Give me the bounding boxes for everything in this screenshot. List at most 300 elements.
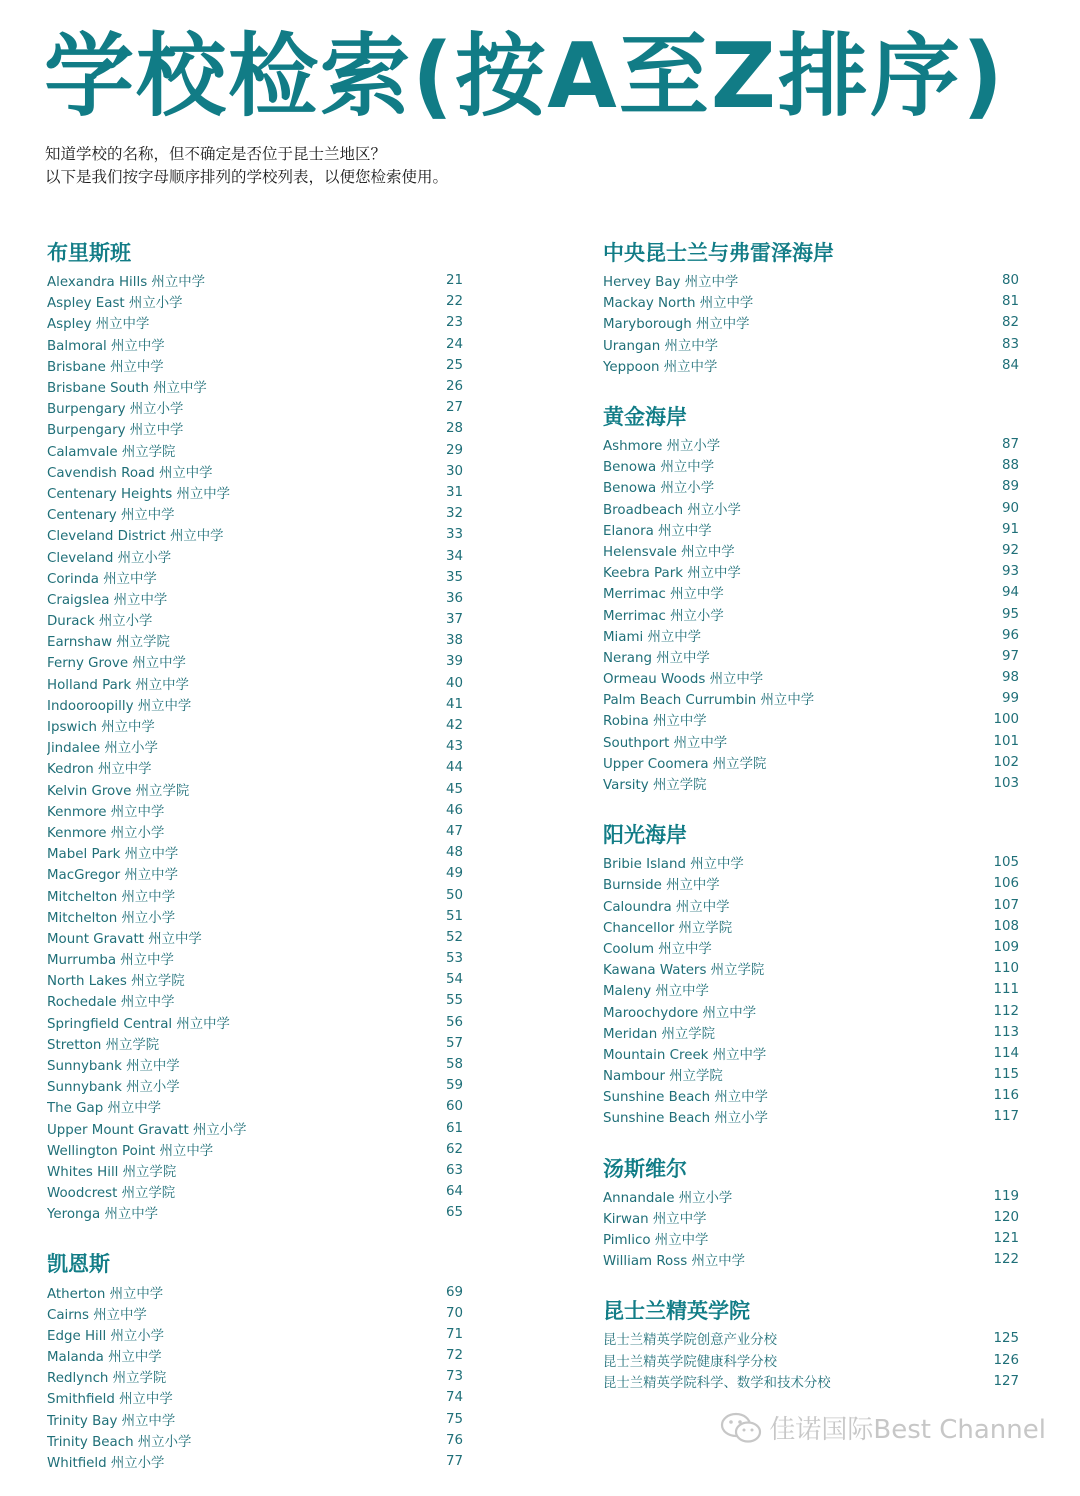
page-number: 63 [445, 1162, 463, 1178]
page-number: 115 [993, 1067, 1019, 1083]
school-name: Maryborough 州立中学 [603, 317, 750, 333]
school-name: Benowa 州立中学 [603, 460, 715, 476]
page-number: 70 [445, 1305, 463, 1321]
page-number: 120 [993, 1209, 1019, 1225]
school-row [47, 1387, 465, 1408]
section-title: 汤斯维尔 [603, 1156, 687, 1181]
school-row [47, 440, 465, 461]
school-row [603, 1022, 1021, 1043]
school-section [47, 236, 465, 1223]
page-number: 31 [445, 484, 463, 500]
page-number: 33 [445, 527, 463, 543]
school-name: Aspley East 州立小学 [47, 296, 183, 312]
school-row [47, 609, 465, 630]
school-row [47, 821, 465, 842]
school-name: North Lakes 州立学院 [47, 974, 185, 990]
page-number: 98 [1001, 670, 1019, 686]
school-name: Durack 州立小学 [47, 614, 153, 630]
page-number: 117 [993, 1109, 1019, 1125]
school-name: Kenmore 州立中学 [47, 804, 165, 820]
page-number: 64 [445, 1184, 463, 1200]
page-number: 94 [1001, 585, 1019, 601]
page-number: 82 [1001, 315, 1019, 331]
school-row [603, 1064, 1021, 1085]
page-number: 88 [1001, 458, 1019, 474]
school-row [47, 1181, 465, 1202]
school-name: Annandale 州立小学 [603, 1190, 733, 1206]
page-number: 30 [445, 463, 463, 479]
school-section [603, 400, 1021, 794]
school-section [47, 1247, 465, 1472]
page-number: 28 [445, 421, 463, 437]
school-section [603, 236, 1021, 376]
page-number: 29 [445, 442, 463, 458]
page-number: 23 [445, 315, 463, 331]
school-name: Nerang 州立中学 [603, 650, 710, 666]
school-name: Coolum 州立中学 [603, 941, 712, 957]
page-number: 74 [445, 1390, 463, 1406]
school-name: Hervey Bay 州立中学 [603, 275, 739, 291]
page-number: 75 [445, 1411, 463, 1427]
school-row [47, 355, 465, 376]
page-number: 101 [993, 733, 1019, 749]
school-row [47, 482, 465, 503]
school-row [603, 667, 1021, 688]
page-number: 26 [445, 379, 463, 395]
school-row [603, 625, 1021, 646]
school-row [47, 1118, 465, 1139]
page-number: 21 [445, 273, 463, 289]
school-row [47, 800, 465, 821]
school-name: Kelvin Grove 州立学院 [47, 783, 190, 799]
school-name: Indooroopilly 州立中学 [47, 698, 192, 714]
school-row [47, 1160, 465, 1181]
school-row [47, 863, 465, 884]
section-title: 中央昆士兰与弗雷泽海岸 [603, 241, 834, 265]
school-row [47, 461, 465, 482]
school-row [603, 603, 1021, 624]
school-name: Robina 州立中学 [603, 714, 707, 730]
school-row [47, 969, 465, 990]
section-title: 黄金海岸 [603, 404, 687, 429]
page-number: 54 [445, 972, 463, 988]
section-title: 凯恩斯 [47, 1252, 110, 1277]
school-name: Kirwan 州立中学 [603, 1211, 707, 1227]
page-number: 108 [993, 918, 1019, 934]
school-name: Yeppoon 州立中学 [603, 359, 718, 375]
school-name: Brisbane 州立中学 [47, 359, 164, 375]
school-name: Jindalee 州立小学 [47, 741, 158, 757]
school-row [603, 958, 1021, 979]
school-row [47, 1366, 465, 1387]
school-row [603, 709, 1021, 730]
school-name: Aspley 州立中学 [47, 317, 150, 333]
page-number: 122 [993, 1252, 1019, 1268]
school-name: Caloundra 州立中学 [603, 899, 730, 915]
school-row [47, 990, 465, 1011]
school-row [47, 1345, 465, 1366]
school-row [603, 291, 1021, 312]
school-name: Malanda 州立中学 [47, 1350, 162, 1366]
page-number: 84 [1001, 357, 1019, 373]
page-number: 103 [993, 776, 1019, 792]
page-number: 99 [1001, 691, 1019, 707]
school-name: Palm Beach Currumbin 州立中学 [603, 693, 815, 709]
school-row [47, 1033, 465, 1054]
page-number: 37 [445, 612, 463, 628]
school-row [47, 673, 465, 694]
school-row [47, 842, 465, 863]
school-section [603, 1294, 1021, 1392]
school-row [603, 455, 1021, 476]
page-number: 62 [445, 1141, 463, 1157]
page-number: 52 [445, 929, 463, 945]
page-number: 110 [993, 961, 1019, 977]
page-number: 46 [445, 802, 463, 818]
school-name: Cleveland District 州立中学 [47, 529, 224, 545]
school-name: Southport 州立中学 [603, 735, 728, 751]
school-name: Wellington Point 州立中学 [47, 1143, 214, 1159]
page-number: 38 [445, 633, 463, 649]
page-number: 91 [1001, 521, 1019, 537]
school-row [603, 1043, 1021, 1064]
page-number: 102 [993, 754, 1019, 770]
page-number: 89 [1001, 479, 1019, 495]
school-row [47, 376, 465, 397]
page-number: 61 [445, 1120, 463, 1136]
school-row [603, 270, 1021, 291]
school-name: Rochedale 州立中学 [47, 995, 175, 1011]
school-name: Upper Coomera 州立学院 [603, 756, 767, 772]
page-number: 87 [1001, 437, 1019, 453]
school-name: Kenmore 州立小学 [47, 825, 165, 841]
school-row [47, 1139, 465, 1160]
school-row [47, 1054, 465, 1075]
school-row [47, 312, 465, 333]
school-name: Corinda 州立中学 [47, 571, 157, 587]
school-name: Balmoral 州立中学 [47, 338, 165, 354]
school-row [47, 757, 465, 778]
page-number: 45 [445, 781, 463, 797]
school-name: Benowa 州立小学 [603, 481, 715, 497]
school-row [47, 1075, 465, 1096]
school-row [47, 948, 465, 969]
school-name: Maleny 州立中学 [603, 984, 709, 1000]
school-row [603, 731, 1021, 752]
school-name: Cavendish Road 州立中学 [47, 465, 213, 481]
school-row [603, 646, 1021, 667]
page-number: 126 [993, 1352, 1019, 1368]
school-row [603, 852, 1021, 873]
school-name: Mitchelton 州立小学 [47, 910, 176, 926]
section-title: 昆士兰精英学院 [603, 1299, 750, 1324]
school-name: Smithfield 州立中学 [47, 1392, 173, 1408]
school-name: Helensvale 州立中学 [603, 544, 735, 560]
school-row [603, 334, 1021, 355]
school-row [603, 582, 1021, 603]
school-row [603, 937, 1021, 958]
school-row [47, 1202, 465, 1223]
school-name: Murrumba 州立中学 [47, 953, 174, 969]
page-number: 81 [1001, 294, 1019, 310]
school-row [47, 779, 465, 800]
intro-line: 以下是我们按字母顺序排列的学校列表，以便您检索使用。 [45, 168, 449, 186]
left-column [47, 236, 465, 1496]
school-name: 昆士兰精英学院科学、数学和技术分校 [603, 1375, 831, 1391]
page-number: 49 [445, 866, 463, 882]
school-row [47, 524, 465, 545]
page-number: 24 [445, 336, 463, 352]
school-name: Edge Hill 州立小学 [47, 1328, 165, 1344]
school-row [603, 1207, 1021, 1228]
page-number: 97 [1001, 648, 1019, 664]
page-number: 114 [993, 1045, 1019, 1061]
school-row [47, 418, 465, 439]
page-number: 76 [445, 1432, 463, 1448]
page-number: 53 [445, 951, 463, 967]
page-number: 32 [445, 506, 463, 522]
school-name: 昆士兰精英学院创意产业分校 [603, 1333, 778, 1349]
wechat-icon [719, 1410, 763, 1446]
page-number: 125 [993, 1331, 1019, 1347]
school-row [603, 1085, 1021, 1106]
school-name: Elanora 州立中学 [603, 523, 712, 539]
school-name: The Gap 州立中学 [47, 1101, 162, 1117]
page-number: 44 [445, 760, 463, 776]
page-number: 41 [445, 696, 463, 712]
school-name: Centenary 州立中学 [47, 508, 175, 524]
page-number: 92 [1001, 542, 1019, 558]
page-number: 72 [445, 1348, 463, 1364]
school-name: Sunnybank 州立中学 [47, 1059, 180, 1075]
page-number: 116 [993, 1088, 1019, 1104]
school-name: Sunshine Beach 州立中学 [603, 1090, 768, 1106]
page-number: 65 [445, 1205, 463, 1221]
page-number: 106 [993, 876, 1019, 892]
school-row [47, 906, 465, 927]
school-row [603, 312, 1021, 333]
page-number: 127 [993, 1373, 1019, 1389]
page-number: 40 [445, 675, 463, 691]
school-section [603, 1152, 1021, 1271]
school-row [603, 498, 1021, 519]
school-row [603, 1106, 1021, 1127]
page-number: 55 [445, 993, 463, 1009]
page-number: 77 [445, 1454, 463, 1470]
school-name: Miami 州立中学 [603, 629, 702, 645]
school-name: Ashmore 州立小学 [603, 439, 721, 455]
school-name: Burpengary 州立中学 [47, 423, 184, 439]
page-number: 105 [993, 855, 1019, 871]
page-number: 42 [445, 718, 463, 734]
school-name: Nambour 州立学院 [603, 1069, 723, 1085]
school-row [603, 688, 1021, 709]
school-name: Mitchelton 州立中学 [47, 889, 176, 905]
school-name: Merrimac 州立中学 [603, 587, 724, 603]
school-section [603, 818, 1021, 1127]
school-row [603, 561, 1021, 582]
school-row [47, 588, 465, 609]
page-number: 119 [993, 1188, 1019, 1204]
school-row [603, 1371, 1021, 1392]
page-number: 35 [445, 569, 463, 585]
school-row [47, 270, 465, 291]
school-name: Redlynch 州立学院 [47, 1371, 167, 1387]
school-name: Whites Hill 州立学院 [47, 1164, 177, 1180]
school-name: Centenary Heights 州立中学 [47, 486, 231, 502]
school-name: Ipswich 州立中学 [47, 720, 155, 736]
school-name: Craigslea 州立中学 [47, 592, 168, 608]
school-name: 昆士兰精英学院健康科学分校 [603, 1354, 778, 1370]
school-row [603, 1000, 1021, 1021]
school-row [603, 895, 1021, 916]
school-row [47, 291, 465, 312]
page-number: 80 [1001, 273, 1019, 289]
school-row [47, 503, 465, 524]
school-name: Varsity 州立学院 [603, 778, 707, 794]
school-name: Earnshaw 州立学院 [47, 635, 170, 651]
school-name: Alexandra Hills 州立中学 [47, 275, 205, 291]
school-name: Ormeau Woods 州立中学 [603, 672, 764, 688]
school-name: Kawana Waters 州立学院 [603, 963, 765, 979]
school-name: Keebra Park 州立中学 [603, 566, 741, 582]
school-name: Trinity Bay 州立中学 [47, 1413, 176, 1429]
page-number: 22 [445, 294, 463, 310]
school-row [603, 1328, 1021, 1349]
school-row [603, 1228, 1021, 1249]
watermark [719, 1409, 1046, 1446]
page-number: 107 [993, 897, 1019, 913]
page-number: 71 [445, 1326, 463, 1342]
school-name: Cairns 州立中学 [47, 1307, 147, 1323]
school-row [47, 567, 465, 588]
page-number: 93 [1001, 564, 1019, 580]
school-name: Burnside 州立中学 [603, 878, 720, 894]
school-name: William Ross 州立中学 [603, 1254, 745, 1270]
page-number: 36 [445, 590, 463, 606]
school-name: Woodcrest 州立学院 [47, 1186, 176, 1202]
page-number: 43 [445, 739, 463, 755]
section-title: 布里斯班 [47, 241, 131, 265]
page-number: 60 [445, 1099, 463, 1115]
school-name: Urangan 州立中学 [603, 338, 719, 354]
school-name: Upper Mount Gravatt 州立小学 [47, 1122, 247, 1138]
school-row [47, 1409, 465, 1430]
right-column [603, 236, 1021, 1416]
school-row [603, 1249, 1021, 1270]
page-number: 59 [445, 1078, 463, 1094]
school-name: Brisbane South 州立中学 [47, 381, 207, 397]
school-row [603, 873, 1021, 894]
school-name: Maroochydore 州立中学 [603, 1005, 757, 1021]
school-name: Ferny Grove 州立中学 [47, 656, 186, 672]
page-number: 73 [445, 1369, 463, 1385]
school-row [47, 1303, 465, 1324]
school-name: Atherton 州立中学 [47, 1286, 164, 1302]
school-row [603, 752, 1021, 773]
school-name: Calamvale 州立学院 [47, 444, 176, 460]
school-row [47, 884, 465, 905]
page-title: 学校检索(按A至Z排序) [44, 24, 1006, 129]
school-row [603, 1350, 1021, 1371]
page-number: 39 [445, 654, 463, 670]
school-name: Mackay North 州立中学 [603, 296, 754, 312]
school-name: Meridan 州立学院 [603, 1026, 716, 1042]
page-number: 90 [1001, 500, 1019, 516]
school-row [47, 397, 465, 418]
school-name: Mabel Park 州立中学 [47, 847, 179, 863]
school-row [47, 1281, 465, 1302]
page-number: 121 [993, 1231, 1019, 1247]
school-name: Yeronga 州立中学 [47, 1207, 159, 1223]
school-row [603, 1186, 1021, 1207]
section-title: 阳光海岸 [603, 823, 687, 848]
school-name: MacGregor 州立中学 [47, 868, 178, 884]
school-row [47, 736, 465, 757]
school-name: Whitfield 州立小学 [47, 1456, 165, 1472]
school-name: Trinity Beach 州立小学 [47, 1434, 192, 1450]
school-row [603, 434, 1021, 455]
intro-text [45, 143, 448, 189]
school-row [47, 545, 465, 566]
intro-line: 知道学校的名称，但不确定是否位于昆士兰地区？ [45, 145, 387, 163]
page-number: 96 [1001, 627, 1019, 643]
school-row [47, 927, 465, 948]
school-row [47, 334, 465, 355]
school-name: Merrimac 州立小学 [603, 608, 724, 624]
page-number: 58 [445, 1057, 463, 1073]
school-name: Pimlico 州立中学 [603, 1233, 709, 1249]
school-row [603, 519, 1021, 540]
school-name: Holland Park 州立中学 [47, 677, 189, 693]
page-number: 113 [993, 1024, 1019, 1040]
school-name: Burpengary 州立小学 [47, 402, 184, 418]
page-number: 48 [445, 845, 463, 861]
school-row [603, 979, 1021, 1000]
page-number: 111 [993, 982, 1019, 998]
page-number: 34 [445, 548, 463, 564]
school-row [47, 651, 465, 672]
page-number: 27 [445, 400, 463, 416]
page-number: 56 [445, 1014, 463, 1030]
school-name: Cleveland 州立小学 [47, 550, 172, 566]
school-name: Kedron 州立中学 [47, 762, 152, 778]
school-row [47, 630, 465, 651]
watermark-text: 佳诺国际Best Channel [769, 1415, 1046, 1445]
page-number: 100 [993, 712, 1019, 728]
school-row [603, 540, 1021, 561]
page-number: 109 [993, 939, 1019, 955]
school-name: Springfield Central 州立中学 [47, 1016, 230, 1032]
page-number: 83 [1001, 336, 1019, 352]
page-number: 51 [445, 908, 463, 924]
school-row [603, 916, 1021, 937]
school-row [47, 694, 465, 715]
page-number: 25 [445, 357, 463, 373]
school-name: Mount Gravatt 州立中学 [47, 931, 202, 947]
page-number: 57 [445, 1035, 463, 1051]
school-row [603, 773, 1021, 794]
school-row [47, 715, 465, 736]
school-row [47, 1324, 465, 1345]
page-number: 95 [1001, 606, 1019, 622]
school-row [603, 476, 1021, 497]
school-name: Sunnybank 州立小学 [47, 1080, 180, 1096]
school-name: Mountain Creek 州立中学 [603, 1047, 767, 1063]
school-name: Sunshine Beach 州立小学 [603, 1111, 768, 1127]
school-name: Chancellor 州立学院 [603, 920, 733, 936]
school-row [603, 355, 1021, 376]
